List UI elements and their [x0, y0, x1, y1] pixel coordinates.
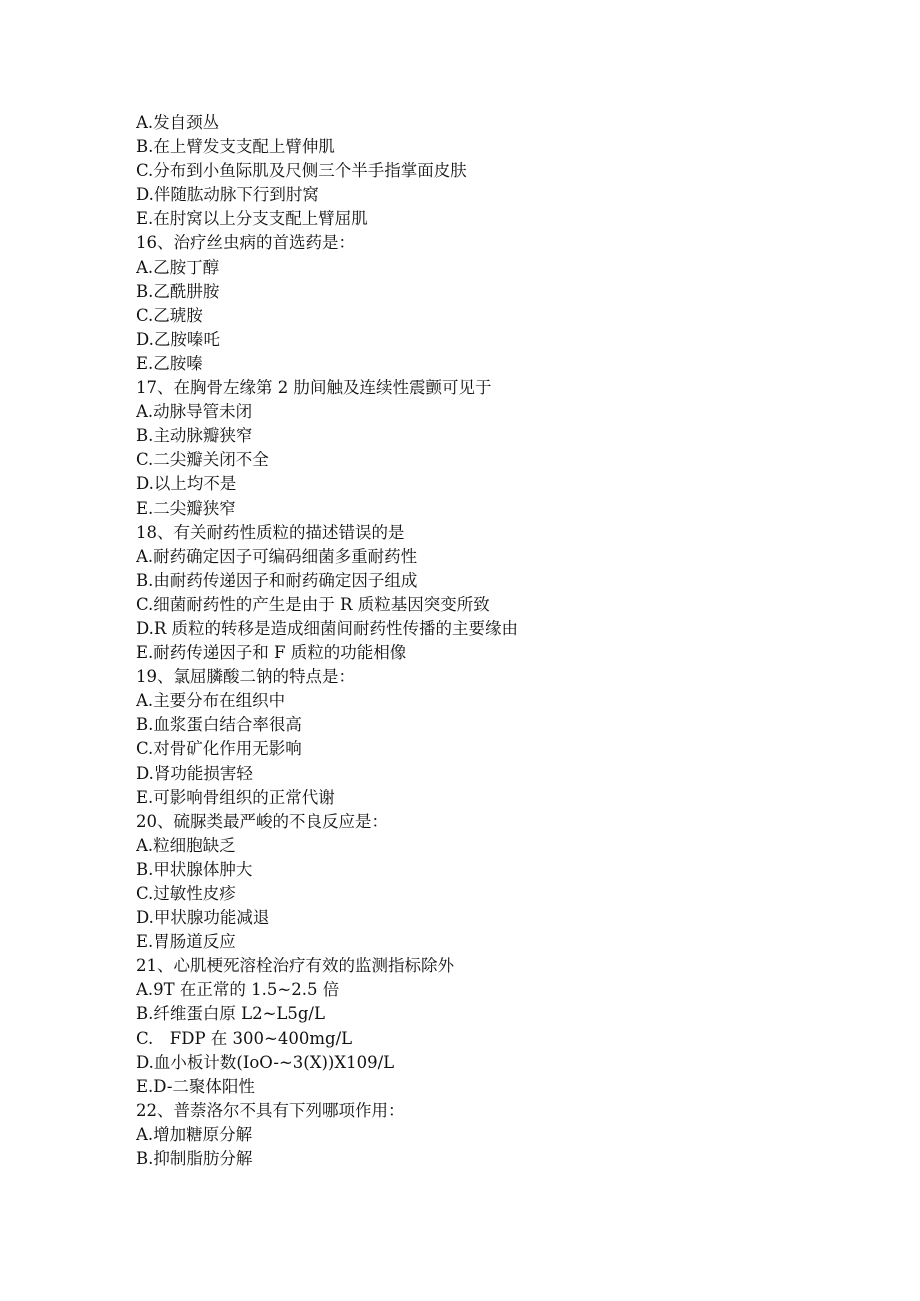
- text-line: D.R 质粒的转移是造成细菌间耐药性传播的主要缘由: [136, 618, 519, 638]
- text-line: E.胃肠道反应: [136, 932, 236, 952]
- text-line: D.肾功能损害轻: [136, 763, 253, 783]
- text-line: C. FDP 在 300~400mg/L: [136, 1028, 353, 1048]
- question-title: 21、心肌梗死溶栓治疗有效的监测指标除外: [136, 956, 454, 976]
- text-line: B.纤维蛋白原 L2~L5g/L: [136, 1004, 325, 1024]
- text-line: D.血小板计数(IoO-~3(X))X109/L: [136, 1052, 395, 1072]
- text-line: A.增加糖原分解: [136, 1124, 253, 1144]
- text-line: B.主动脉瓣狭窄: [136, 426, 253, 446]
- text-line: A.9T 在正常的 1.5~2.5 倍: [136, 980, 340, 1000]
- question-title: 20、硫脲类最严峻的不良反应是：: [136, 811, 388, 831]
- text-line: D.伴随肱动脉下行到肘窝: [136, 185, 319, 205]
- question-title: 18、有关耐药性质粒的描述错误的是: [136, 522, 405, 542]
- text-line: C.对骨矿化作用无影响: [136, 739, 302, 759]
- text-line: E.耐药传递因子和 F 质粒的功能相像: [136, 643, 407, 663]
- text-line: D.甲状腺功能减退: [136, 908, 270, 928]
- text-line: C.乙琥胺: [136, 305, 203, 325]
- text-line: E.在肘窝以上分支支配上臂屈肌: [136, 209, 368, 229]
- question-title: 16、治疗丝虫病的首选药是：: [136, 233, 355, 253]
- text-line: C.细菌耐药性的产生是由于 R 质粒基因突变所致: [136, 594, 490, 614]
- text-line: E.二尖瓣狭窄: [136, 498, 236, 518]
- text-line: A.耐药确定因子可编码细菌多重耐药性: [136, 546, 418, 566]
- text-line: C.分布到小鱼际肌及尺侧三个半手指掌面皮肤: [136, 161, 467, 181]
- text-line: C.过敏性皮疹: [136, 884, 236, 903]
- text-line: B.抑制脂肪分解: [136, 1149, 253, 1169]
- text-line: E.D-二聚体阳性: [136, 1076, 255, 1096]
- text-line: B.乙酰肼胺: [136, 281, 220, 301]
- text-line: B.血浆蛋白结合率很高: [136, 715, 302, 735]
- text-line: D.以上均不是: [136, 474, 237, 494]
- text-line: A.乙胺丁醇: [136, 257, 220, 277]
- text-line: B.甲状腺体肿大: [136, 859, 253, 879]
- text-line: C.二尖瓣关闭不全: [136, 450, 269, 470]
- text-line: E.可影响骨组织的正常代谢: [136, 787, 335, 807]
- question-title: 17、在胸骨左缘第 2 肋间触及连续性震颤可见于: [136, 378, 492, 398]
- text-line: A.动脉导管未闭: [136, 402, 253, 422]
- text-line: A.发自颈丛: [136, 113, 220, 132]
- text-line: B.在上臂发支支配上臂伸肌: [136, 137, 335, 157]
- text-line: A.粒细胞缺乏: [136, 835, 236, 855]
- document-text: [136, 111, 836, 1171]
- question-title: 22、普萘洛尔不具有下列哪项作用：: [136, 1100, 405, 1120]
- text-line: A.主要分布在组织中: [136, 691, 286, 711]
- question-title: 19、氯屈膦酸二钠的特点是：: [136, 667, 355, 687]
- text-line: B.由耐药传递因子和耐药确定因子组成: [136, 570, 418, 590]
- text-line: E.乙胺嗪: [136, 353, 203, 373]
- text-line: D.乙胺嗪吒: [136, 329, 220, 349]
